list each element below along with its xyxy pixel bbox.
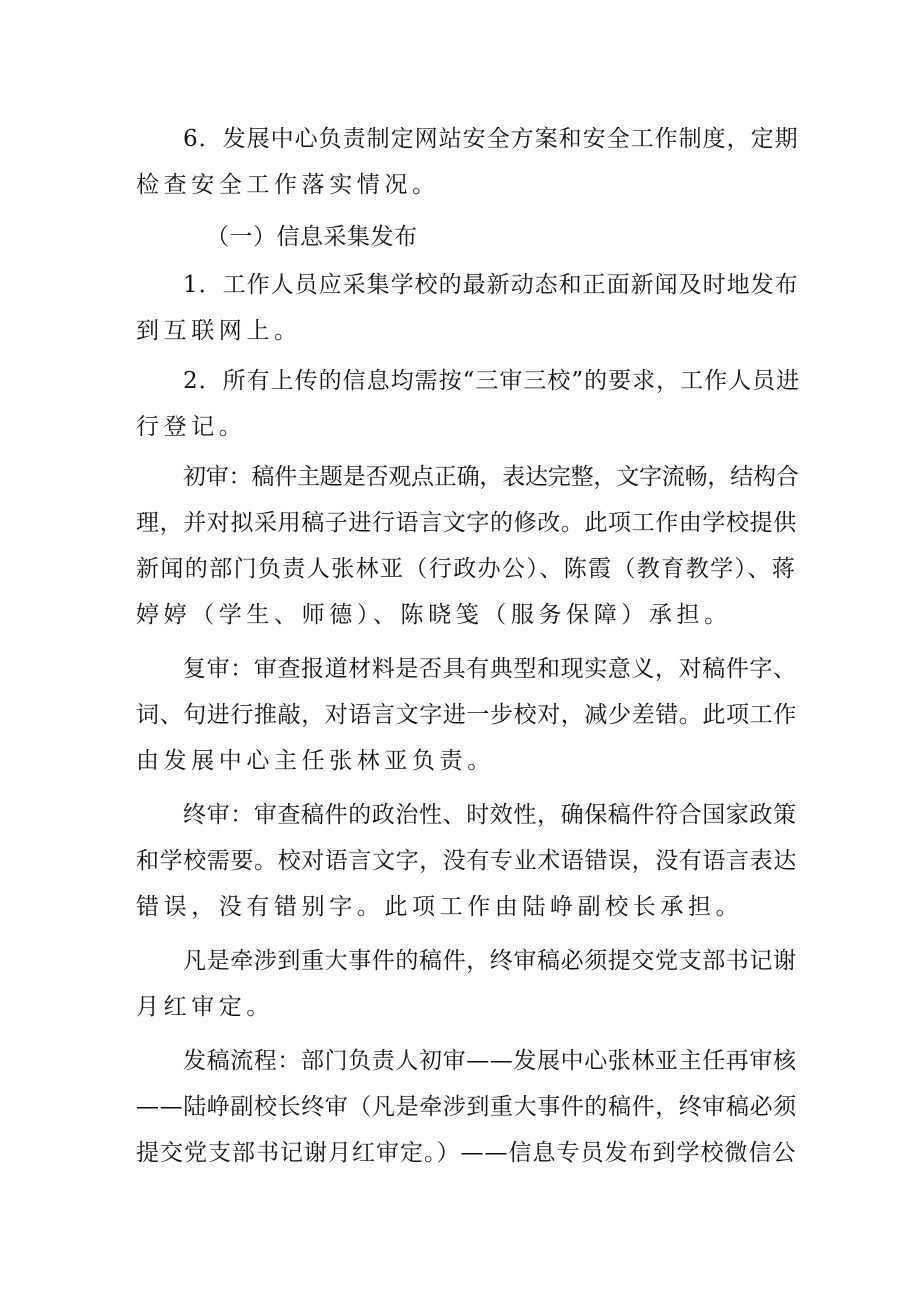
paragraph-publishing-process-line-3: 提交党支部书记谢月红审定。）——信息专员发布到学校微信公 bbox=[136, 1140, 797, 1166]
paragraph-item-1-line-2: 到互联网上。 bbox=[136, 318, 302, 344]
paragraph-major-events-line-1: 凡是牵涉到重大事件的稿件，终审稿必须提交党支部书记谢 bbox=[183, 948, 797, 974]
paragraph-final-review-line-2: 和学校需要。校对语言文字，没有专业术语错误，没有语言表达 bbox=[136, 848, 797, 874]
paragraph-major-events-line-2: 月红审定。 bbox=[136, 994, 274, 1020]
paragraph-second-review-line-1: 复审：审查报道材料是否具有典型和现实意义，对稿件字、 bbox=[183, 656, 797, 682]
section-heading: （一）信息采集发布 bbox=[206, 224, 418, 250]
paragraph-publishing-process-line-2: ——陆峥副校长终审（凡是牵涉到重大事件的稿件，终审稿必须 bbox=[136, 1094, 797, 1120]
paragraph-item-2-line-1: 2．所有上传的信息均需按“三审三校”的要求，工作人员进 bbox=[183, 368, 801, 394]
paragraph-second-review-line-2: 词、句进行推敲，对语言文字进一步校对，减少差错。此项工作 bbox=[136, 702, 797, 728]
paragraph-item-1-line-1: 1．工作人员应采集学校的最新动态和正面新闻及时地发布 bbox=[183, 272, 799, 298]
paragraph-first-review-line-4: 婷婷（学生、师德）、陈晓笺（服务保障）承担。 bbox=[136, 602, 732, 628]
paragraph-first-review-line-1: 初审：稿件主题是否观点正确，表达完整，文字流畅，结构合 bbox=[183, 464, 799, 490]
paragraph-final-review-line-1: 终审：审查稿件的政治性、时效性，确保稿件符合国家政策 bbox=[183, 802, 797, 828]
paragraph-item-2-line-2: 行登记。 bbox=[136, 414, 247, 440]
paragraph-item-6-line-2: 检查安全工作落实情况。 bbox=[136, 172, 440, 198]
paragraph-item-6-line-1: 6．发展中心负责制定网站安全方案和安全工作制度，定期 bbox=[183, 126, 799, 152]
paragraph-first-review-line-3: 新闻的部门负责人张林亚（行政办公）、陈霞（教育教学）、蒋 bbox=[136, 556, 797, 582]
paragraph-first-review-line-2: 理，并对拟采用稿子进行语言文字的修改。此项工作由学校提供 bbox=[136, 510, 797, 536]
paragraph-second-review-line-3: 由发展中心主任张林亚负责。 bbox=[136, 748, 495, 774]
paragraph-publishing-process-line-1: 发稿流程：部门负责人初审——发展中心张林亚主任再审核 bbox=[183, 1048, 797, 1074]
paragraph-final-review-line-3: 错误，没有错别字。此项工作由陆峥副校长承担。 bbox=[136, 894, 744, 920]
